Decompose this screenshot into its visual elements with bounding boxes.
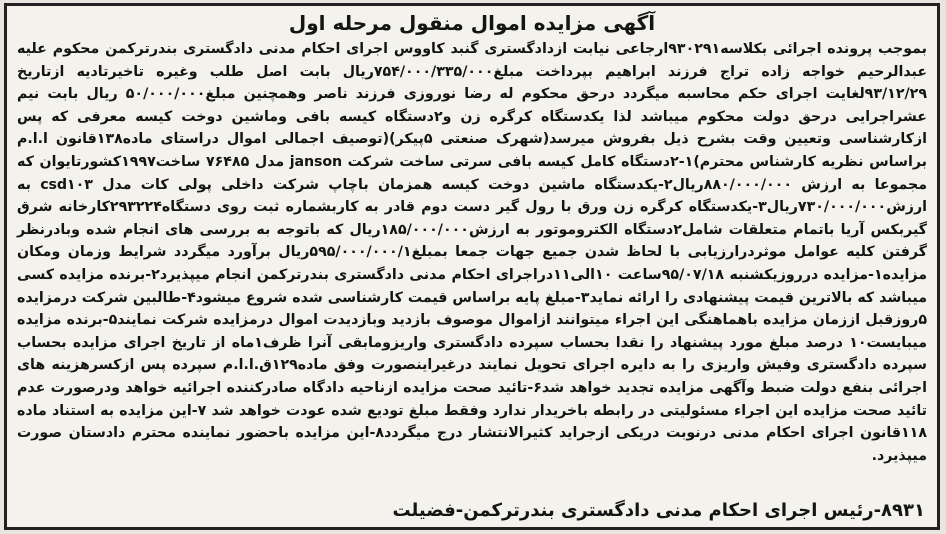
notice-body: بموجب پرونده اجرائی بکلاسه۹۳۰۲۹۱ارجاعی نیابت ازدادگستری گنبد کاووس اجرای احکام مدنی دادگستری بندرترکمن محکوم علیه عبدالرحیم خواجه زاده تراج فرزند ابراهیم بپرداخت مبلغ۷۵۴/۰۰۰/۳۳۵/۰۰۰ریال بابت اصل طلب وغیره تاخیرتادیه ازتاریخ ۹۳/۱۲/۲۹لغایت اجرای حکم محاسبه میگردد درحق محکوم له رضا نوروزی فرزند ناصر وهمچنین مبلغ۵۰/۰۰۰/۰۰۰ ریال بابت نیم عشراجرایی درحق دولت محکوم میباشد لذا یکدستگاه کرگره زن و۲دستگاه کیسه بافی وماشین دوخت کیسه معرفی که پس ازکارشناسی وتعیین وقت بشرح ذیل بفروش میرسد(شهرک صنعتی ۵پیکر)(توصیف اجمالی اموال دراستای ماده۱۳۸قانون ا.ا.م براساس نظریه کارشناس محترم)۱-۲دستگاه کامل کیسه بافی سرتی ساخت شرکت janson مدل ۷۶۴۸۵ ساخت۱۹۹۷کشورتایوان که مجموعا به ارزش ۸۸۰/۰۰۰/۰۰۰ریال۲-یکدستگاه ماشین دوخت کیسه همزمان باچاپ شرکت داخلی پولی کات مدل csd۱۰۳ به ارزش۷۳۰/۰۰۰/۰۰۰ریال۳-یکدستگاه کرگره زن ورق با رول گیر دست دوم قادر به کاربشماره ثبت روی دستگاه۲۹۳۲۲۴کارخانه شرق گیربکس آریا باتمام متعلقات شامل۲دستگاه الکتروموتور به ارزش۱۸۵/۰۰۰/۰۰۰ریال که باتوجه به بررسی های انجام شده وبادرنظر گرفتن کلیه عوامل موثردرارزیابی با لحاظ شدن جمیع جهات جمعا بمبلغ۵۹۵/۰۰۰/۰۰۰/۱ریال برآورد میگردد شرایط وزمان ومکان مزایده۱-مزایده درروزیکشنبه ۹۵/۰۷/۱۸ساعت ۱۰الی۱۱دراجرای احکام مدنی دادگستری بندرترکمن انجام میپذیرد۲-برنده مزایده کسی میباشد که بالاترین قیمت پیشنهادی را ارائه نماید۳-مبلغ پایه براساس قیمت کارشناسی شده شروع میشود۴-طالبین شرکت درمزایده ۵روزقبل اززمان مزایده باهماهنگی این اجراء میتوانند ازاموال موصوف بازدید وبازدیدت اموال درمزایده شرکت نمایند۵-برنده مزایده میبایست۱۰ درصد مبلغ مورد پیشنهاد را نقدا بحساب سپرده دادگستری واریزومابقی آنرا ظرف۱ماه از تاریخ اجرای مزایده بحساب سپرده دادگستری وفیش واریزی را به دایره اجرای تحویل نمایند درغیراینصورت وفق ماده۱۲۹ق.ا.ا.م سپرده پس ازکسرهزینه های اجرائی بنفع دولت ضبط وآگهی مزایده تجدید خواهد شد۶-تائید صحت مزایده ازناحیه دادگاه صادرکننده اجرائیه خواهد ودرصورت عدم تائید صحت مزایده این اجراء مسئولیتی در رابطه باخریدار ندارد وفقط مبلغ تودیع شده عودت خواهد شد ۷-این مزایده به استناد ماده ۱۱۸قانون اجرای احکام مدنی درنوبت دریکی ازجراید کثیرالانتشار درج میگردد۸-این مزایده باحضور نماینده محترم دادستان صورت میپذیرد. — [17, 41, 928, 464]
auction-notice — [4, 3, 940, 530]
notice-signature: ۸۹۳۱-رئیس اجرای احکام مدنی دادگستری بندرترکمن-فضیلت — [392, 500, 925, 521]
notice-title: آگهی مزایده اموال منقول مرحله اول — [288, 11, 656, 35]
